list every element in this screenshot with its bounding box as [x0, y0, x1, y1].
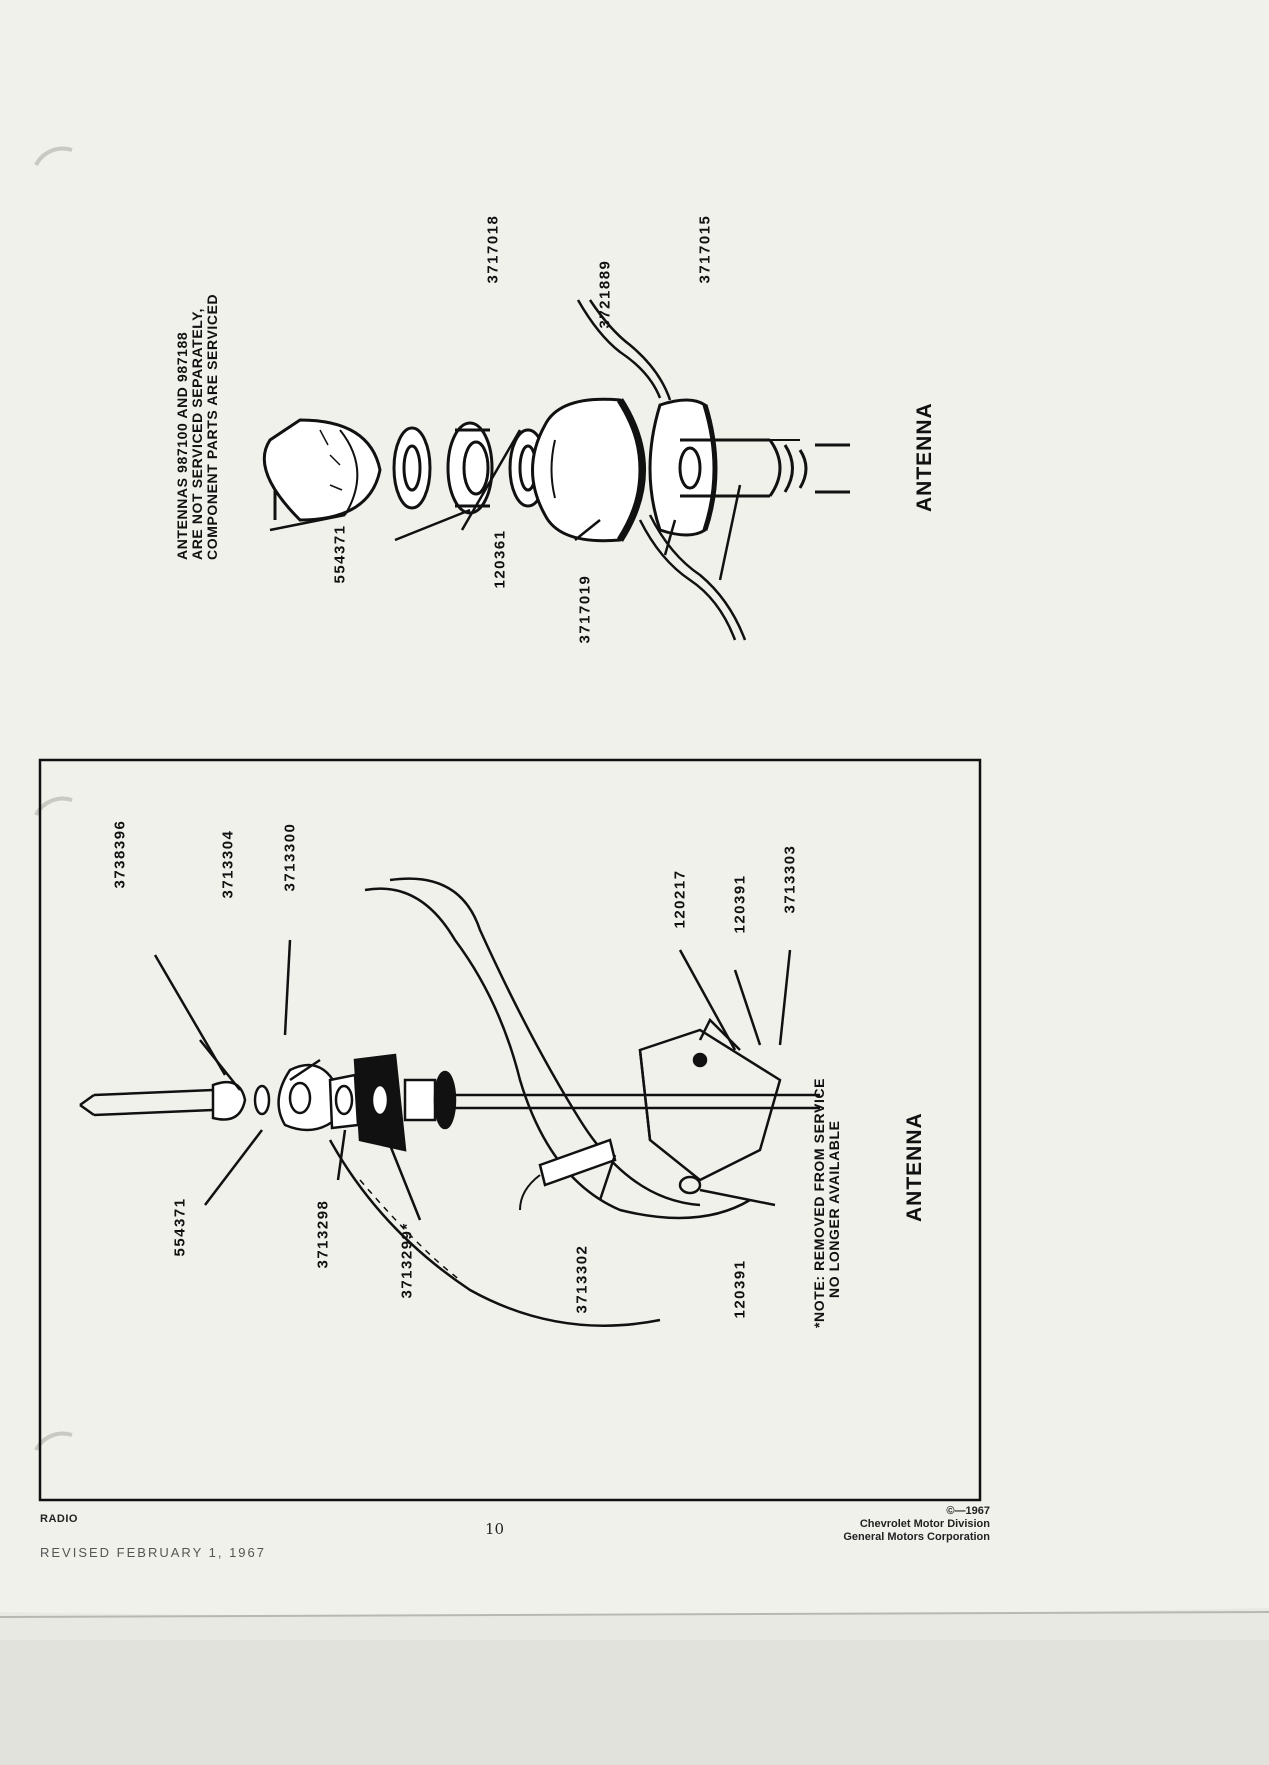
- part-3713298: 3713298: [314, 1199, 332, 1269]
- page-number: 10: [485, 1520, 505, 1538]
- footer-copyright: ©—1967: [946, 1505, 990, 1517]
- part-554371-right: 554371: [331, 524, 349, 584]
- right-figure-heading: ANTENNA: [913, 402, 936, 512]
- part-3713299: 3713299*: [398, 1222, 416, 1299]
- part-3721889: 3721889: [596, 259, 614, 329]
- part-3717018: 3717018: [484, 214, 502, 284]
- footer-division: Chevrolet Motor Division: [859, 1518, 990, 1530]
- right-note-line-3: COMPONENT PARTS ARE SERVICED: [204, 293, 220, 560]
- part-3713300: 3713300: [281, 822, 299, 892]
- part-120391-top: 120391: [731, 874, 749, 934]
- left-note-line-1: *NOTE: REMOVED FROM SERVICE: [811, 1077, 827, 1328]
- footer-section: RADIO: [40, 1513, 78, 1525]
- right-note-line-1: ANTENNAS 987100 AND 987188: [174, 331, 190, 560]
- part-3713304: 3713304: [219, 829, 237, 899]
- right-figure-note: [175, 260, 225, 560]
- footer-revised: REVISED FEBRUARY 1, 1967: [40, 1545, 266, 1560]
- binder-holes: [36, 149, 72, 1450]
- part-3713302: 3713302: [573, 1244, 591, 1314]
- right-antenna-diagram: [264, 300, 850, 640]
- left-note-line-2: NO LONGER AVAILABLE: [826, 1120, 842, 1298]
- part-120361: 120361: [491, 529, 509, 589]
- part-3738396: 3738396: [111, 819, 129, 889]
- right-note-line-2: ARE NOT SERVICED SEPARATELY,: [189, 308, 205, 560]
- part-120391-bottom: 120391: [731, 1259, 749, 1319]
- left-figure-heading: ANTENNA: [903, 1112, 926, 1222]
- footer-corporation: General Motors Corporation: [843, 1531, 990, 1543]
- part-3713303: 3713303: [781, 844, 799, 914]
- part-120217: 120217: [671, 869, 689, 929]
- left-antenna-diagram: [80, 879, 820, 1326]
- part-3717015: 3717015: [696, 214, 714, 284]
- part-554371-left: 554371: [171, 1197, 189, 1257]
- footer-publisher: [790, 1505, 990, 1544]
- left-figure-note: [811, 1077, 848, 1328]
- part-3717019: 3717019: [576, 574, 594, 644]
